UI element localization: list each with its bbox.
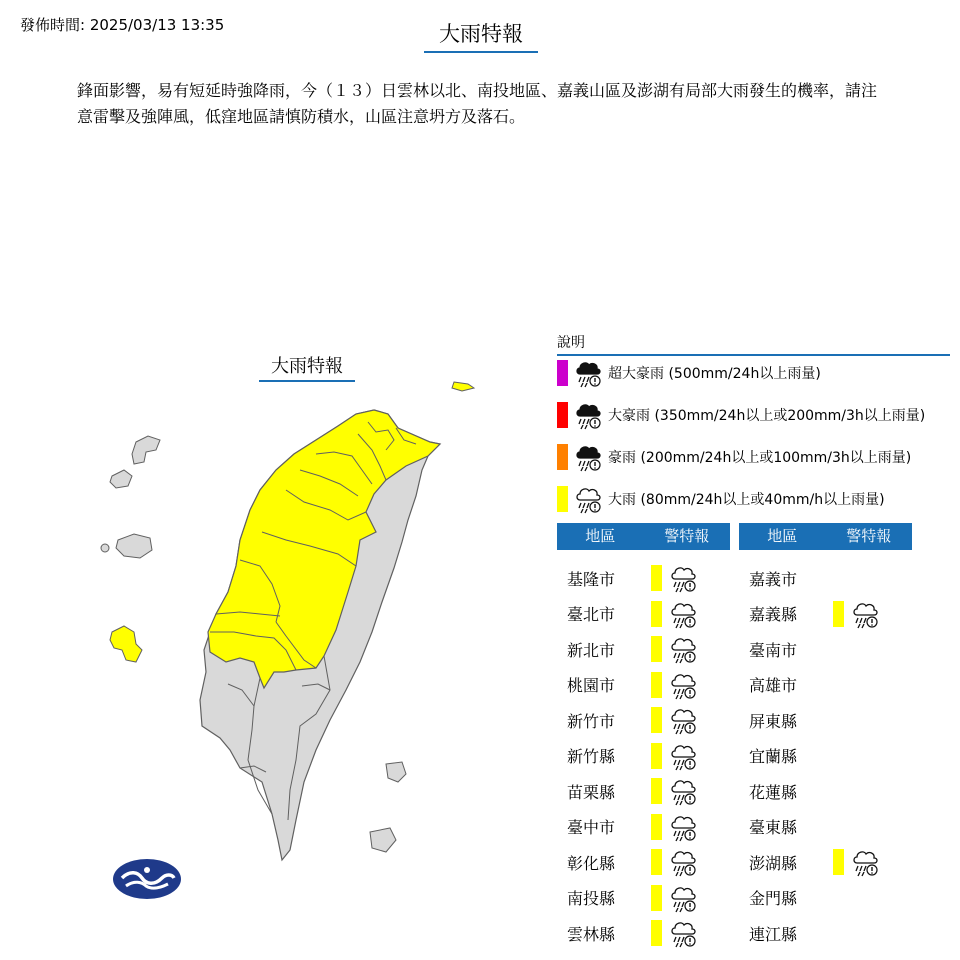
region-name: 臺中市 (566, 818, 615, 837)
region-row (556, 599, 697, 629)
heavy-rain-icon (669, 563, 697, 593)
legend-item (557, 484, 885, 514)
legend-label: 大豪雨 (350mm/24h以上或200mm/3h以上雨量) (608, 408, 926, 424)
region-name: 新竹市 (566, 711, 615, 731)
region-name: 南投縣 (566, 889, 615, 908)
region-row (556, 847, 697, 877)
warning-level-bar (651, 707, 662, 733)
region-row (556, 705, 697, 735)
region-row (738, 599, 879, 629)
legend-swatch (557, 486, 568, 512)
region-row (556, 883, 697, 913)
legend-label: 大雨 (80mm/24h以上或40mm/h以上雨量) (608, 492, 885, 508)
region-row (738, 741, 808, 771)
warning-area-heavy-rain (208, 410, 440, 688)
legend-item (557, 358, 821, 388)
region-name: 新竹縣 (566, 747, 615, 766)
warning-level-bar (651, 814, 662, 840)
legend-swatch (557, 402, 568, 428)
island-small-3 (101, 544, 109, 552)
region-row (556, 776, 697, 806)
heavy-rain-icon (669, 741, 697, 771)
region-row (738, 634, 808, 664)
warning-level-bar (651, 885, 662, 911)
legend-label: 超大豪雨 (500mm/24h以上雨量) (608, 366, 821, 382)
island-small-1 (110, 470, 132, 488)
region-row (556, 812, 697, 842)
region-name: 臺南市 (748, 640, 797, 660)
region-row (738, 918, 808, 948)
issue-time: 發佈時間: 2025/03/13 13:35 (20, 16, 225, 34)
warning-level-bar (651, 743, 662, 769)
heavy-rain-icon (669, 812, 697, 842)
region-name: 臺東縣 (748, 818, 797, 837)
warning-level-bar (651, 778, 662, 804)
header-region: 地區 (585, 527, 616, 545)
legend-swatch (557, 444, 568, 470)
region-name: 金門縣 (748, 889, 797, 908)
heavy-rain-icon (669, 599, 697, 629)
warning-level-bar (651, 565, 662, 591)
island-penghu (110, 626, 142, 662)
region-name: 臺北市 (566, 605, 615, 624)
cwa-logo (112, 858, 182, 900)
region-name: 苗栗縣 (566, 782, 615, 802)
region-name: 嘉義縣 (748, 605, 797, 624)
region-row (738, 812, 808, 842)
island-northeast (452, 382, 474, 391)
heavy-rain-icon (669, 883, 697, 913)
region-name: 桃園市 (566, 676, 615, 695)
region-name: 宜蘭縣 (748, 747, 797, 766)
page-title: 大雨特報 (424, 18, 538, 53)
island-small-2 (116, 534, 152, 558)
warning-level-bar (651, 601, 662, 627)
warning-level-bar (833, 849, 844, 875)
region-name: 花蓮縣 (748, 782, 797, 802)
map-title: 大雨特報 (259, 352, 355, 382)
region-row (738, 883, 808, 913)
region-row (556, 918, 697, 948)
heavy-rain-icon (669, 705, 697, 735)
region-name: 彰化縣 (566, 853, 615, 873)
heavy-rain-icon (669, 776, 697, 806)
region-row (738, 705, 808, 735)
heavy-rain-icon (669, 634, 697, 664)
warning-level-bar (651, 636, 662, 662)
heavy-rain-icon (851, 599, 879, 629)
region-name: 基隆市 (566, 569, 615, 589)
region-row (738, 563, 808, 593)
warning-level-bar (651, 849, 662, 875)
region-name: 雲林縣 (566, 924, 615, 944)
warning-level-bar (651, 672, 662, 698)
heavy-rain-icon (669, 670, 697, 700)
header-warning: 警特報 (664, 527, 710, 545)
legend-swatch (557, 360, 568, 386)
heavy-rain-icon (669, 847, 697, 877)
heavy-rain-icon (851, 847, 879, 877)
heavy-rain-icon (574, 484, 602, 514)
region-name: 澎湖縣 (748, 853, 797, 873)
warning-level-bar (833, 601, 844, 627)
header-warning: 警特報 (846, 527, 892, 545)
island-orchid (370, 828, 396, 852)
island-green (386, 762, 406, 782)
region-row (556, 741, 697, 771)
header-region: 地區 (767, 527, 798, 545)
taiwan-map (90, 370, 490, 890)
region-row (738, 670, 808, 700)
region-row (556, 563, 697, 593)
legend-label: 豪雨 (200mm/24h以上或100mm/3h以上雨量) (608, 450, 912, 466)
legend-item (557, 400, 925, 430)
extreme-torrential-rain-icon (574, 358, 602, 388)
region-row (556, 634, 697, 664)
warning-level-bar (651, 920, 662, 946)
warning-description: 鋒面影響，易有短延時強降雨，今（１３）日雲林以北、南投地區、嘉義山區及澎湖有局部大雨發生的機率，請注意雷擊及強陣風，低窪地區請慎防積水，山區注意坍方及落石。 (77, 81, 878, 126)
legend-item (557, 442, 911, 472)
region-name: 高雄市 (748, 676, 797, 695)
island-kinmen (132, 436, 160, 464)
region-row (556, 670, 697, 700)
region-name: 連江縣 (748, 924, 797, 944)
torrential-rain-icon (574, 400, 602, 430)
table-header-left (557, 523, 730, 550)
table-header-right (739, 523, 912, 550)
region-name: 新北市 (566, 640, 615, 660)
extremely-heavy-rain-icon (574, 442, 602, 472)
region-name: 嘉義市 (748, 569, 797, 589)
region-name: 屏東縣 (748, 711, 797, 731)
region-row (738, 776, 808, 806)
heavy-rain-icon (669, 918, 697, 948)
legend-title: 說明 (557, 332, 950, 356)
region-row (738, 847, 879, 877)
